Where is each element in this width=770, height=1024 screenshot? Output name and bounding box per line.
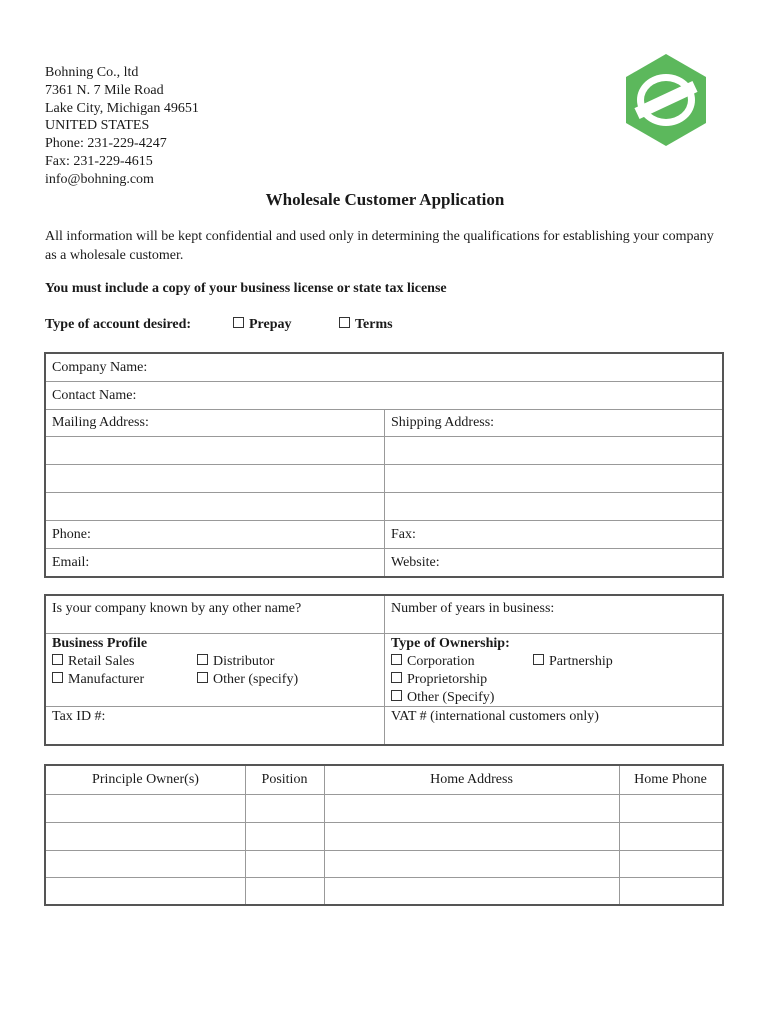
table-row[interactable] bbox=[46, 851, 722, 877]
checkbox-icon[interactable] bbox=[197, 654, 208, 665]
checkbox-icon[interactable] bbox=[233, 317, 244, 328]
corporation-label: Corporation bbox=[407, 654, 475, 669]
company-logo bbox=[624, 52, 708, 148]
company-fax: Fax: 231-229-4615 bbox=[45, 153, 153, 169]
other-specify-option[interactable] bbox=[197, 671, 298, 689]
terms-label: Terms bbox=[355, 317, 393, 332]
ownership-heading: Type of Ownership: bbox=[391, 636, 510, 651]
prepay-label: Prepay bbox=[249, 317, 292, 332]
business-profile-heading: Business Profile bbox=[52, 636, 148, 651]
checkbox-icon[interactable] bbox=[391, 654, 402, 665]
proprietorship-label: Proprietorship bbox=[407, 672, 488, 687]
years-in-business-field[interactable]: Number of years in business: bbox=[391, 601, 555, 616]
contact-name-field[interactable]: Contact Name: bbox=[52, 388, 137, 403]
company-phone: Phone: 231-229-4247 bbox=[45, 136, 167, 152]
prepay-option[interactable] bbox=[233, 317, 292, 333]
fax-field[interactable]: Fax: bbox=[391, 527, 416, 542]
other-name-field[interactable]: Is your company known by any other name? bbox=[52, 601, 302, 616]
ownership-section bbox=[385, 635, 722, 707]
page-title: Wholesale Customer Application bbox=[265, 190, 505, 209]
checkbox-icon[interactable] bbox=[391, 672, 402, 683]
company-name-field[interactable]: Company Name: bbox=[52, 360, 148, 375]
shipping-address-line-2[interactable] bbox=[385, 437, 722, 464]
checkbox-icon[interactable] bbox=[52, 672, 63, 683]
home-address-column-header: Home Address bbox=[430, 772, 513, 787]
position-column-header: Position bbox=[261, 772, 308, 787]
checkbox-icon[interactable] bbox=[52, 654, 63, 665]
company-email: info@bohning.com bbox=[45, 171, 154, 187]
mailing-address-line-3[interactable] bbox=[46, 465, 384, 492]
license-requirement: You must include a copy of your business license or state tax license bbox=[45, 281, 447, 296]
manufacturer-option[interactable] bbox=[52, 671, 144, 689]
ownership-other-label: Other (Specify) bbox=[407, 690, 495, 705]
email-field[interactable]: Email: bbox=[52, 555, 90, 570]
business-profile-section bbox=[46, 635, 384, 689]
shipping-address-line-3[interactable] bbox=[385, 465, 722, 492]
home-phone-column-header: Home Phone bbox=[634, 772, 707, 787]
company-name: Bohning Co., ltd bbox=[45, 65, 139, 80]
company-country: UNITED STATES bbox=[45, 118, 150, 134]
retail-sales-option[interactable] bbox=[52, 653, 135, 671]
owners-table bbox=[44, 764, 724, 906]
distributor-option[interactable] bbox=[197, 653, 274, 671]
checkbox-icon[interactable] bbox=[533, 654, 544, 665]
mailing-address-line-2[interactable] bbox=[46, 437, 384, 464]
company-city: Lake City, Michigan 49651 bbox=[45, 100, 199, 116]
shipping-address-field[interactable]: Shipping Address: bbox=[391, 415, 495, 430]
distributor-label: Distributor bbox=[213, 654, 275, 669]
checkbox-icon[interactable] bbox=[339, 317, 350, 328]
phone-field[interactable]: Phone: bbox=[52, 527, 91, 542]
retail-sales-label: Retail Sales bbox=[68, 654, 135, 669]
business-info-table bbox=[44, 594, 724, 746]
partnership-option[interactable] bbox=[533, 653, 613, 671]
table-row[interactable] bbox=[46, 878, 722, 904]
corporation-option[interactable] bbox=[391, 653, 475, 671]
checkbox-icon[interactable] bbox=[391, 690, 402, 701]
terms-option[interactable] bbox=[339, 317, 393, 333]
website-field[interactable]: Website: bbox=[391, 555, 440, 570]
mailing-address-field[interactable]: Mailing Address: bbox=[52, 415, 149, 430]
table-row[interactable] bbox=[46, 795, 722, 822]
company-street: 7361 N. 7 Mile Road bbox=[45, 82, 164, 98]
partnership-label: Partnership bbox=[549, 654, 613, 669]
checkbox-icon[interactable] bbox=[197, 672, 208, 683]
company-address-block bbox=[45, 64, 199, 189]
table-row[interactable] bbox=[46, 823, 722, 850]
ownership-other-option[interactable] bbox=[391, 689, 722, 707]
account-type-label: Type of account desired: bbox=[45, 317, 192, 332]
manufacturer-label: Manufacturer bbox=[68, 672, 145, 687]
proprietorship-option[interactable] bbox=[391, 671, 722, 689]
owner-column-header: Principle Owner(s) bbox=[92, 772, 199, 787]
tax-id-field[interactable]: Tax ID #: bbox=[52, 709, 106, 724]
intro-text: All information will be kept confidential and used only in determining the qualifications for establishing your company as a wholesale customer. bbox=[45, 229, 714, 263]
other-specify-label: Other (specify) bbox=[213, 672, 299, 687]
contact-info-table bbox=[44, 352, 724, 578]
vat-field[interactable]: VAT # (international customers only) bbox=[391, 709, 599, 724]
